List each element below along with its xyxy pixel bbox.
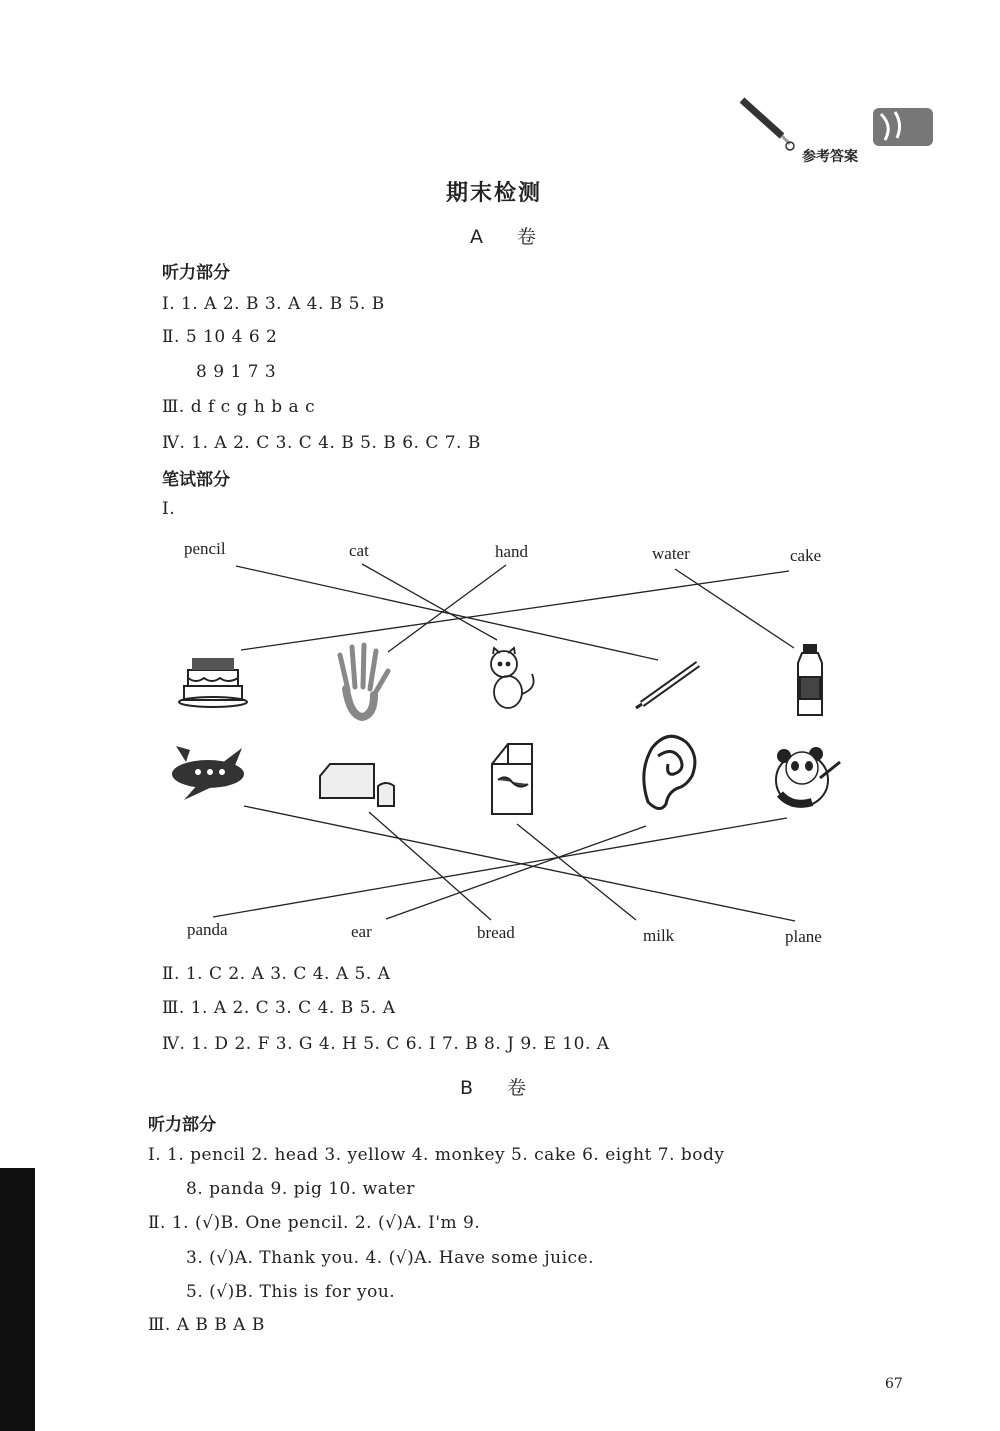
page-title: 期末检测 bbox=[446, 181, 543, 206]
paper-b-subtitle: B 卷 bbox=[460, 1077, 541, 1099]
match-word-top: cat bbox=[349, 541, 369, 560]
pencil-icon bbox=[636, 664, 698, 708]
answer-line: Ⅳ. 1. A 2. C 3. C 4. B 5. B 6. C 7. B bbox=[162, 433, 481, 453]
answer-line: Ⅲ. d f c g h b a c bbox=[162, 397, 316, 417]
page-number: 67 bbox=[885, 1376, 903, 1392]
answer-line: 3. (√)A. Thank you. 4. (√)A. Have some juice. bbox=[186, 1248, 594, 1268]
writing-heading-a: 笔试部分 bbox=[162, 470, 230, 490]
plane-icon bbox=[172, 746, 244, 800]
answer-line: 8 9 1 7 3 bbox=[196, 362, 277, 382]
writing-q1-label: Ⅰ. bbox=[162, 499, 176, 519]
listening-heading-a: 听力部分 bbox=[162, 263, 230, 283]
paper-a-subtitle: A 卷 bbox=[470, 226, 551, 248]
answer-line: Ⅲ. A B B A B bbox=[148, 1315, 265, 1335]
answer-line: Ⅰ. 1. pencil 2. head 3. yellow 4. monkey 5. cake 6. eight 7. body bbox=[148, 1145, 725, 1165]
bread-icon bbox=[320, 764, 394, 806]
panda-icon bbox=[776, 747, 840, 806]
answer-line: 8. panda 9. pig 10. water bbox=[186, 1179, 415, 1199]
matching-lines bbox=[213, 564, 795, 921]
match-word-bottom: ear bbox=[351, 922, 372, 941]
answer-line: Ⅱ. 1. (√)B. One pencil. 2. (√)A. I'm 9. bbox=[148, 1213, 481, 1233]
ear-icon bbox=[644, 736, 695, 808]
book-spine-shadow bbox=[0, 1168, 35, 1431]
answer-line: Ⅲ. 1. A 2. C 3. C 4. B 5. A bbox=[162, 998, 396, 1018]
answer-line: Ⅰ. 1. A 2. B 3. A 4. B 5. B bbox=[162, 294, 385, 314]
cat-icon bbox=[491, 648, 534, 708]
cake-icon bbox=[179, 658, 247, 707]
match-word-top: hand bbox=[495, 542, 529, 561]
answer-line: Ⅱ. 1. C 2. A 3. C 4. A 5. A bbox=[162, 964, 391, 984]
answer-line: Ⅳ. 1. D 2. F 3. G 4. H 5. C 6. I 7. B 8. J 9. E 10. A bbox=[162, 1034, 610, 1054]
milk-carton-icon bbox=[492, 744, 532, 814]
answer-key-label: 参考答案 bbox=[802, 149, 858, 165]
match-word-top: water bbox=[652, 544, 690, 563]
match-word-bottom: bread bbox=[477, 923, 515, 942]
match-word-top: pencil bbox=[184, 539, 226, 558]
match-word-bottom: panda bbox=[187, 920, 228, 939]
hand-icon bbox=[340, 645, 388, 717]
answer-line: Ⅱ. 5 10 4 6 2 bbox=[162, 327, 278, 347]
listening-heading-b: 听力部分 bbox=[148, 1115, 216, 1135]
water-bottle-icon bbox=[798, 645, 822, 715]
answer-line: 5. (√)B. This is for you. bbox=[186, 1282, 396, 1302]
match-word-top: cake bbox=[790, 546, 822, 565]
match-word-bottom: milk bbox=[643, 926, 675, 945]
match-word-bottom: plane bbox=[785, 927, 822, 946]
